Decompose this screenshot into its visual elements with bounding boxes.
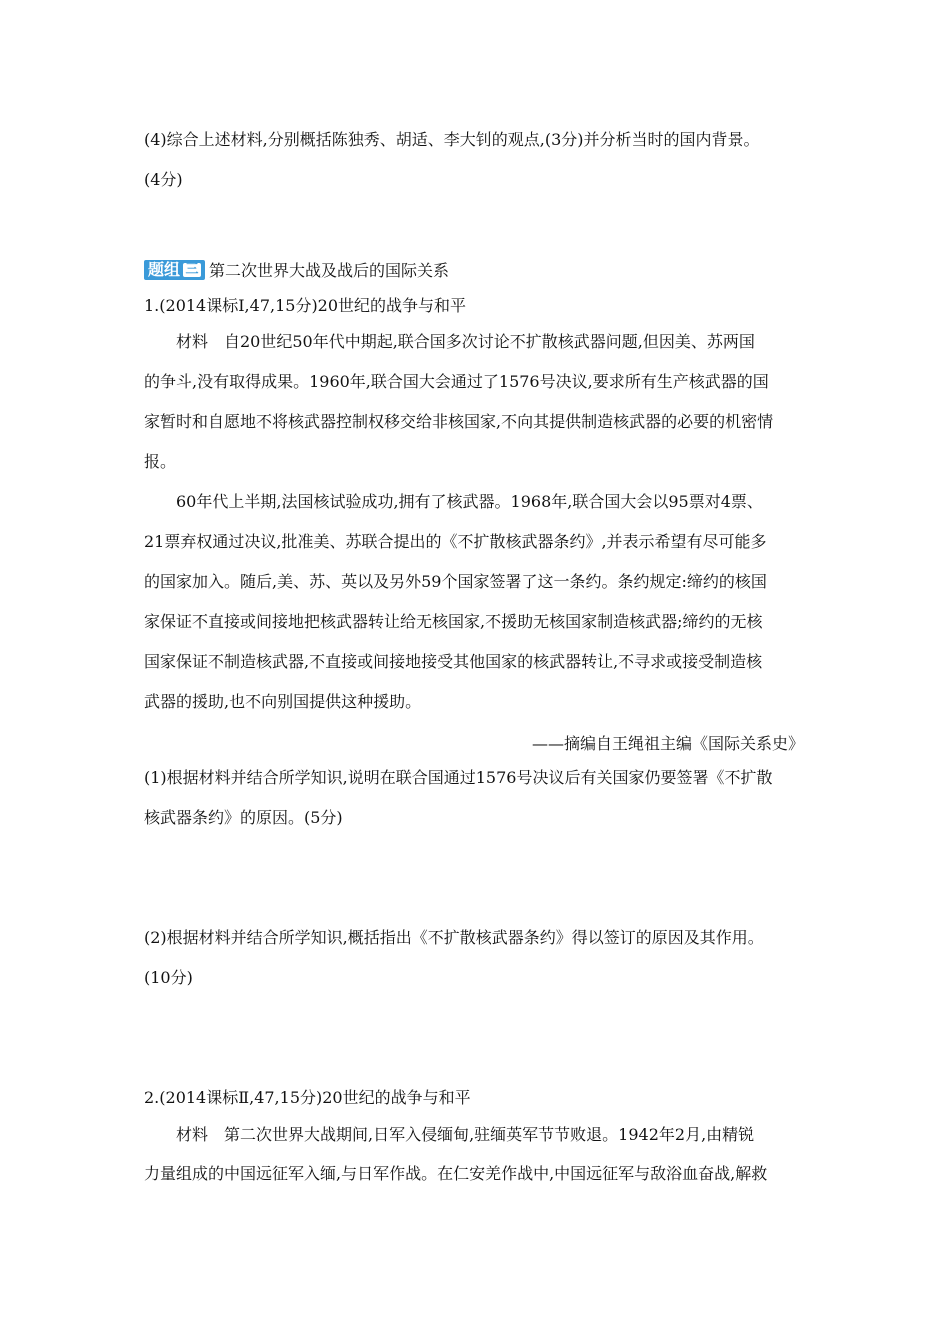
section-badge <box>144 260 205 280</box>
section-title: 第二次世界大战及战后的国际关系 <box>209 261 450 280</box>
question-1-material-line: 的国家加入。随后,美、苏、英以及另外59个国家签署了这一条约。条约规定:缔约的核国 <box>144 572 767 591</box>
section-badge-label: 题组 <box>148 259 181 279</box>
q4-line-2: (4分) <box>144 170 183 189</box>
question-1-sub-1-line-2: 核武器条约》的原因。(5分) <box>144 808 343 827</box>
question-1-material-line: 21票弃权通过决议,批准美、苏联合提出的《不扩散核武器条约》,并表示希望有尽可能多 <box>144 532 767 551</box>
question-2-heading: 2.(2014课标Ⅱ,47,15分)20世纪的战争与和平 <box>144 1088 471 1107</box>
question-1-material-line: 国家保证不制造核武器,不直接或间接地接受其他国家的核武器转让,不寻求或接受制造核 <box>144 652 763 671</box>
section-badge-number: 三 <box>183 263 201 277</box>
question-1-material-line: 报。 <box>144 452 177 471</box>
q4-line-1: (4)综合上述材料,分别概括陈独秀、胡适、李大钊的观点,(3分)并分析当时的国内背景。 <box>144 130 760 149</box>
question-1-heading: 1.(2014课标Ⅰ,47,15分)20世纪的战争与和平 <box>144 296 467 315</box>
question-2-material-line: 力量组成的中国远征军入缅,与日军作战。在仁安羌作战中,中国远征军与敌浴血奋战,解救 <box>144 1164 768 1183</box>
question-1-material-line: 武器的援助,也不向别国提供这种援助。 <box>144 692 422 711</box>
question-1-source: ——摘编自王绳祖主编《国际关系史》 <box>531 734 804 753</box>
question-1-sub-2-line-2: (10分) <box>144 968 193 987</box>
question-2-material-line: 材料 第二次世界大战期间,日军入侵缅甸,驻缅英军节节败退。1942年2月,由精锐 <box>176 1125 755 1144</box>
section-header <box>144 258 449 281</box>
question-1-sub-1-line-1: (1)根据材料并结合所学知识,说明在联合国通过1576号决议后有关国家仍要签署《不扩散 <box>144 768 773 787</box>
question-1-material-line: 家保证不直接或间接地把核武器转让给无核国家,不援助无核国家制造核武器;缔约的无核 <box>144 612 763 631</box>
question-1-material-line: 材料 自20世纪50年代中期起,联合国多次讨论不扩散核武器问题,但因美、苏两国 <box>176 332 755 351</box>
question-1-material-line: 家暂时和自愿地不将核武器控制权移交给非核国家,不向其提供制造核武器的必要的机密情 <box>144 412 774 431</box>
question-1-sub-2-line-1: (2)根据材料并结合所学知识,概括指出《不扩散核武器条约》得以签订的原因及其作用。 <box>144 928 764 947</box>
question-1-material-line: 60年代上半期,法国核试验成功,拥有了核武器。1968年,联合国大会以95票对4票、 <box>176 492 763 511</box>
question-1-material-line: 的争斗,没有取得成果。1960年,联合国大会通过了1576号决议,要求所有生产核武器的国 <box>144 372 769 391</box>
